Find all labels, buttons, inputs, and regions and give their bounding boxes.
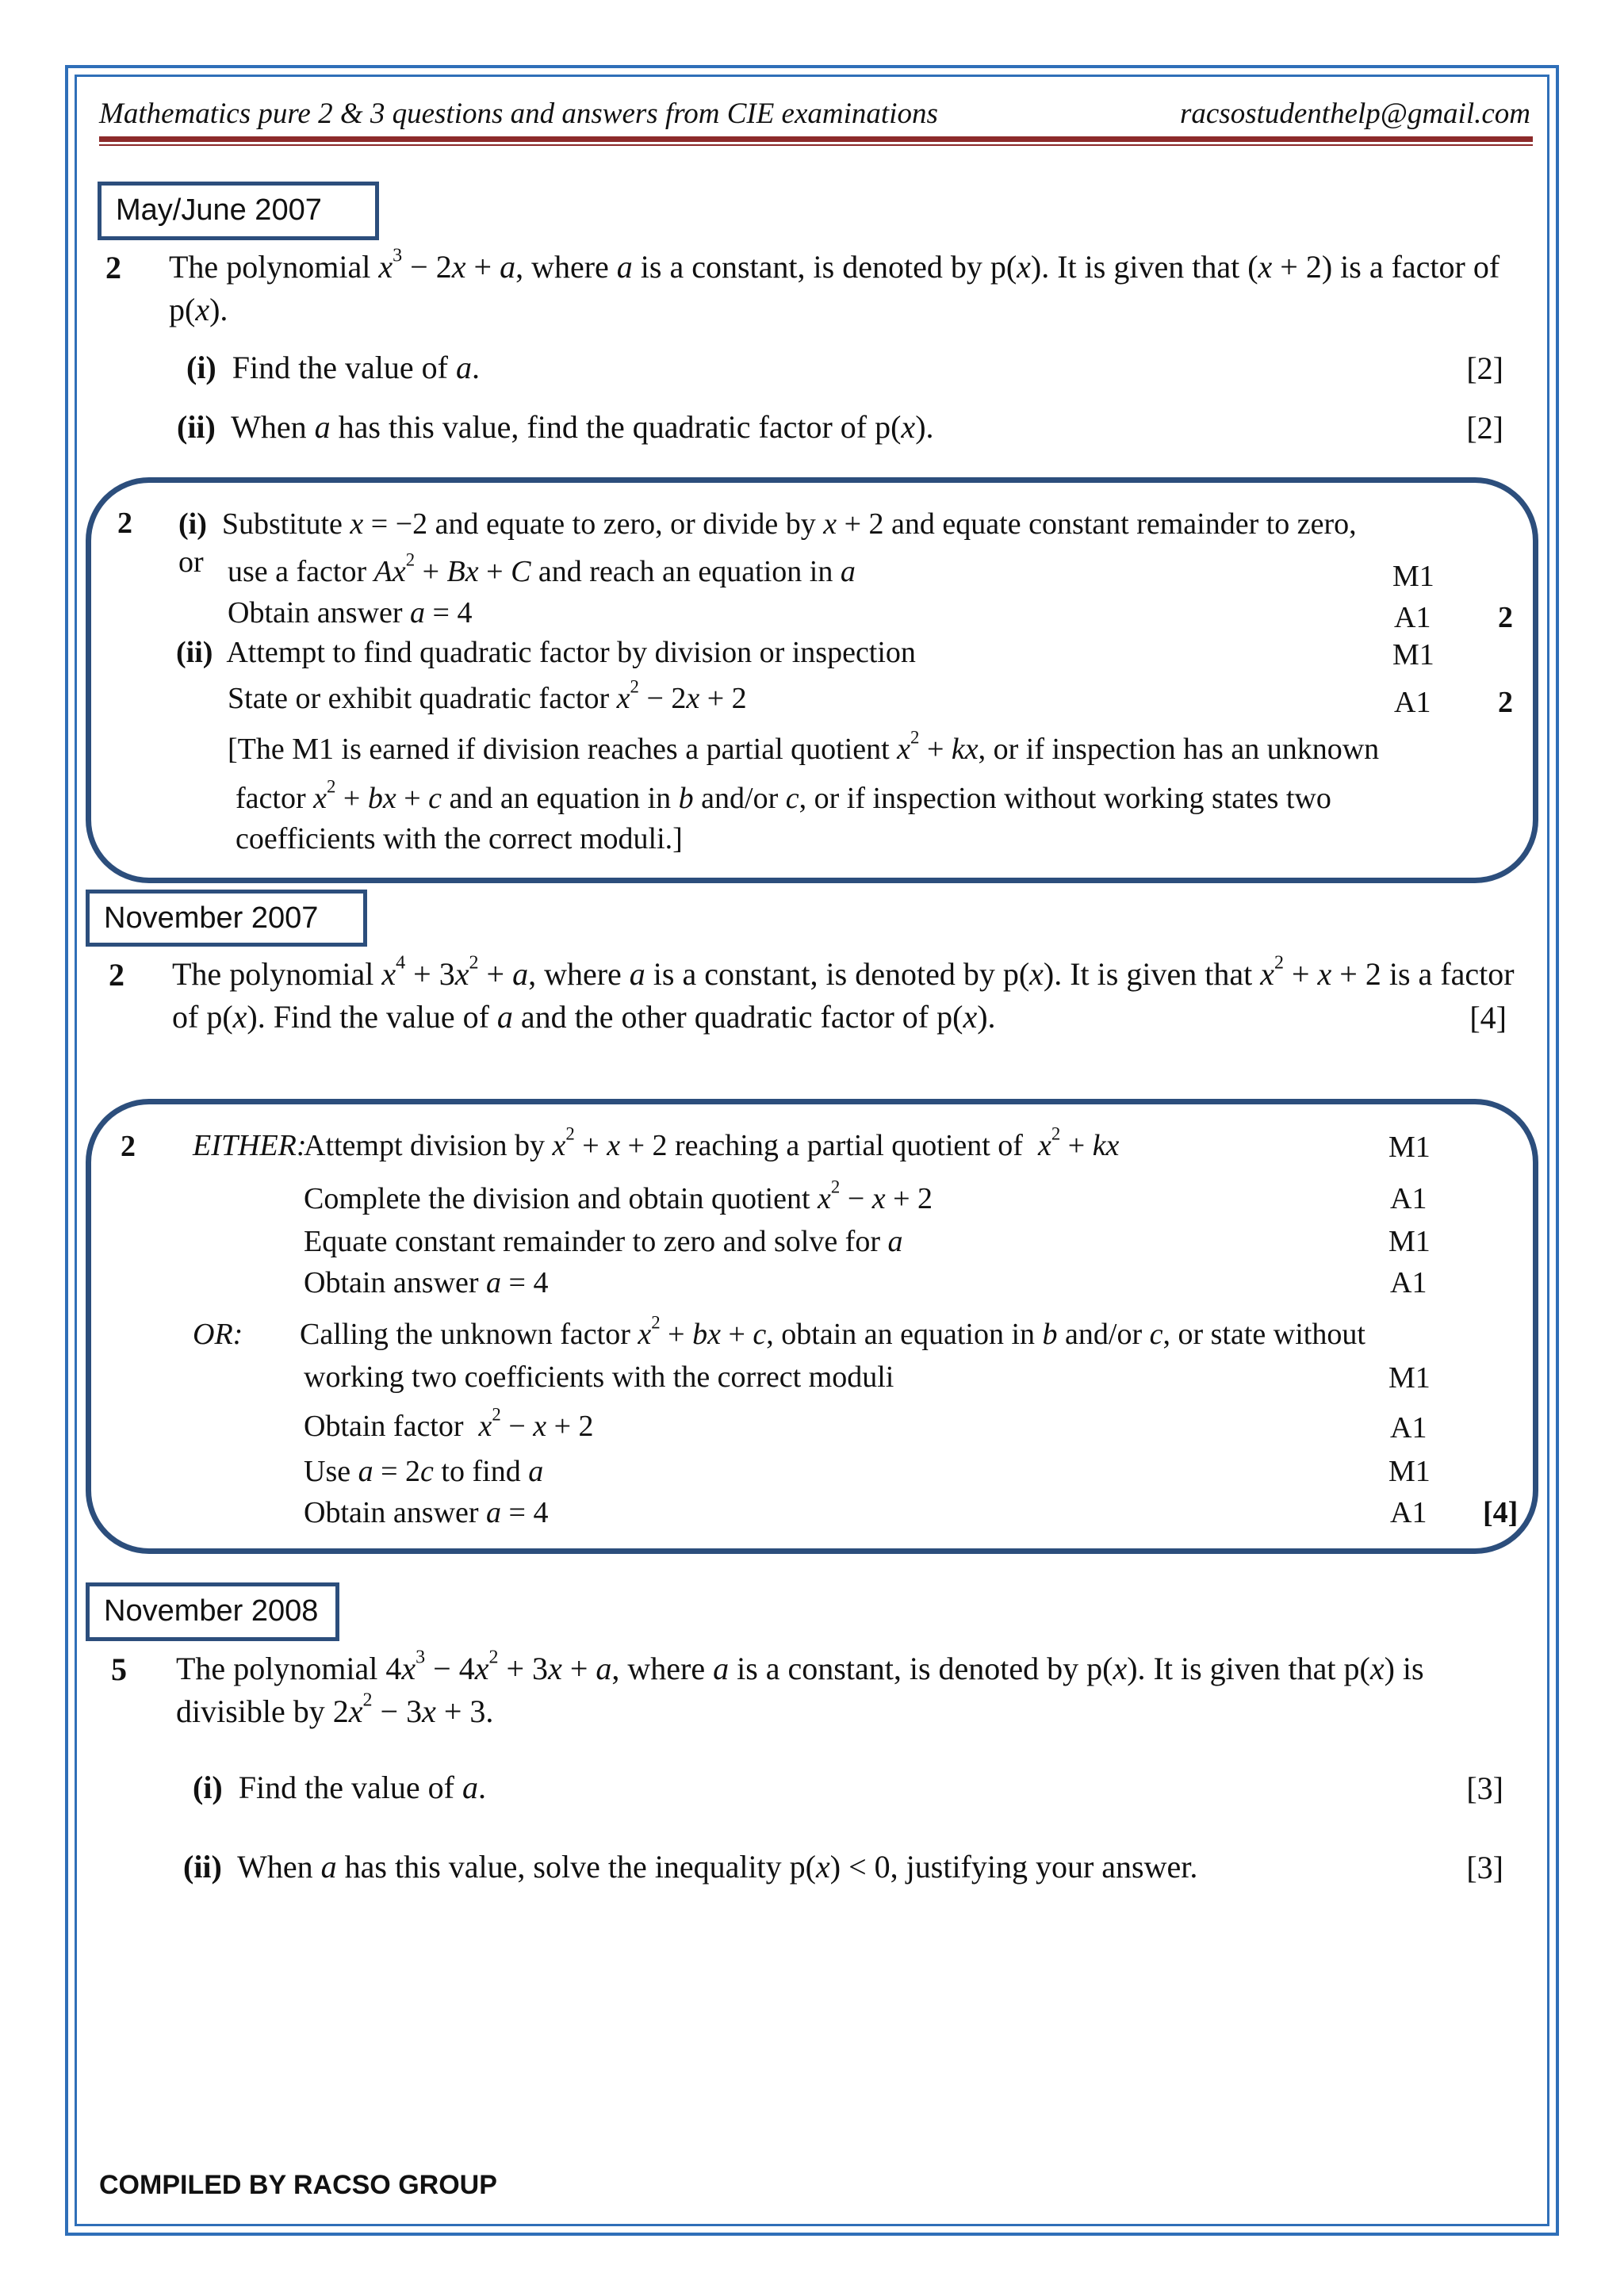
mark-code: A1 xyxy=(1394,601,1431,634)
scheme-line: use a factor $Ax^2 + Bx + C$ and reach an equation in a xyxy=(228,549,856,588)
scheme-line: Equate constant remainder to zero and solve for a xyxy=(304,1225,903,1258)
mark-code: A1 xyxy=(1390,1411,1427,1445)
question-part: (i) Find the value of a. xyxy=(186,350,480,385)
question-text: The polynomial $x^3 - 2x + a$, where a is a constant, is denoted by p(x). It is given that (x + 2) is a factor of p(x). xyxy=(169,245,1500,327)
question-part-marks: [2] xyxy=(1466,410,1503,446)
header-email: racsostudenthelp@gmail.com xyxy=(1179,98,1530,130)
question-text: The polynomial $x^4 + 3x^2 + a$, where a is a constant, is denoted by p(x). It is given that $x^2 + x + 2$ is a factor of p(x). Find the value of a and the other quadratic factor of p(x). xyxy=(172,952,1515,1035)
question-text: The polynomial $4x^3 - 4x^2 + 3x + a$, where a is a constant, is denoted by p(x). It is given that p(x) is divisible by $2x^2 - 3x + 3$. xyxy=(176,1647,1424,1729)
scheme-line: [The M1 is earned if division reaches a partial quotient $x^2$ + kx, or if inspection has an unknown xyxy=(228,727,1380,766)
mark-code: M1 xyxy=(1388,1225,1431,1258)
mark-total: [4] xyxy=(1483,1496,1519,1529)
mark-code: A1 xyxy=(1390,1266,1427,1299)
question-part: (i) Find the value of a. xyxy=(193,1770,486,1805)
scheme-line: Attempt division by $x^2 + x + 2$ reaching a partial quotient of $x^2$ + kx xyxy=(304,1123,1120,1162)
scheme-line: Complete the division and obtain quotient $x^2 - x + 2$ xyxy=(304,1177,933,1215)
mark-code: M1 xyxy=(1388,1361,1431,1395)
footer-credit: COMPILED BY RACSO GROUP xyxy=(99,2170,497,2200)
scheme-number: 2 xyxy=(121,1130,136,1163)
mark-code: A1 xyxy=(1390,1182,1427,1215)
mark-code: M1 xyxy=(1388,1455,1431,1488)
scheme-or: OR: xyxy=(193,1318,243,1351)
question-number: 5 xyxy=(111,1651,127,1687)
scheme-line: Obtain answer a = 4 xyxy=(228,596,473,629)
scheme-line: working two coefficients with the correct moduli xyxy=(304,1360,894,1394)
scheme-either: EITHER: xyxy=(193,1129,307,1162)
mark-total: 2 xyxy=(1498,686,1513,719)
scheme-line: coefficients with the correct moduli.] xyxy=(236,822,683,855)
question-part: (ii) When a has this value, solve the inequality p(x) < 0, justifying your answer. xyxy=(183,1849,1198,1885)
mark-code: A1 xyxy=(1390,1496,1427,1529)
section-label-november-2008: November 2008 xyxy=(86,1582,339,1641)
scheme-number: 2 xyxy=(117,507,132,540)
header-title: Mathematics pure 2 & 3 questions and answers from CIE examinations xyxy=(99,98,938,130)
scheme-line: Obtain answer a = 4 xyxy=(304,1266,549,1299)
question-part-marks: [3] xyxy=(1466,1770,1503,1806)
question-number: 2 xyxy=(105,250,121,285)
question-part-marks: [3] xyxy=(1466,1850,1503,1885)
section-label-november-2007: November 2007 xyxy=(86,890,367,947)
scheme-line: Calling the unknown factor $x^2$ + bx + c, obtain an equation in b and/or c, or state without xyxy=(300,1312,1365,1351)
mark-code: M1 xyxy=(1392,638,1434,672)
scheme-line: (i) Substitute x = −2 and equate to zero, or divide by x + 2 and equate constant remainder to zero, or xyxy=(178,507,1357,579)
mark-code: A1 xyxy=(1394,686,1431,719)
question-marks: [4] xyxy=(1469,1000,1507,1035)
mark-code: M1 xyxy=(1392,560,1434,593)
mark-total: 2 xyxy=(1498,601,1513,634)
scheme-line: Obtain factor $x^2 - x + 2$ xyxy=(304,1404,594,1443)
mark-code: M1 xyxy=(1388,1131,1431,1164)
header-rule-thin xyxy=(99,144,1533,146)
scheme-line: State or exhibit quadratic factor $x^2 - 2x + 2$ xyxy=(228,676,747,715)
scheme-line: Use a = 2c to find a xyxy=(304,1455,544,1488)
scheme-line: (ii) Attempt to find quadratic factor by division or inspection xyxy=(176,636,916,669)
header-rule xyxy=(99,136,1533,142)
question-number: 2 xyxy=(109,957,124,993)
scheme-line: factor $x^2$ + bx + c and an equation in b and/or c, or if inspection without working states two xyxy=(236,776,1331,815)
question-part-marks: [2] xyxy=(1466,350,1503,386)
question-part: (ii) When a has this value, find the quadratic factor of p(x). xyxy=(177,409,934,445)
section-label-mayjune-2007: May/June 2007 xyxy=(98,182,379,240)
scheme-line: Obtain answer a = 4 xyxy=(304,1496,549,1529)
